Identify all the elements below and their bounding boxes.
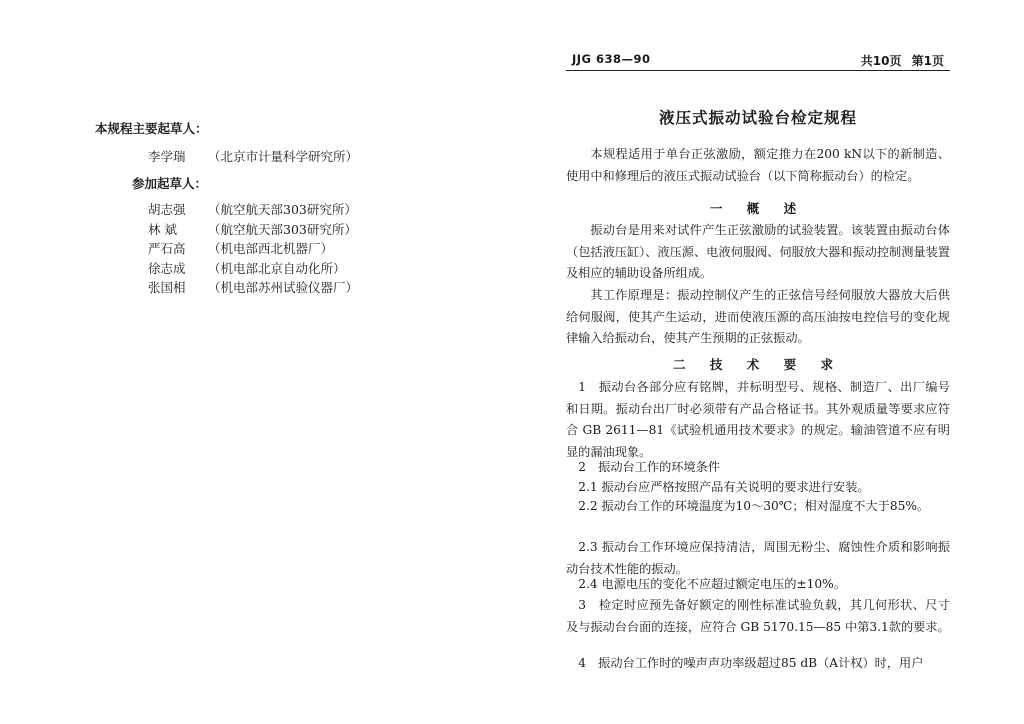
- participant-org: （航空航天部303研究所）: [208, 202, 357, 217]
- standard-code: JJG 638—90: [572, 52, 651, 66]
- participant-entry: [148, 278, 358, 296]
- header-divider: [566, 70, 950, 71]
- section-title-overview: 一 概 述: [709, 201, 807, 216]
- document-title: 液压式振动试验台检定规程: [658, 109, 857, 127]
- participant-entry: [148, 200, 357, 218]
- requirement-item: 2.3 振动台工作环境应保持清洁，周围无粉尘、腐蚀性介质和影响振动台技术性能的振动。: [566, 540, 950, 576]
- participant-org: （航空航天部303研究所）: [208, 222, 357, 237]
- participant-entry: [148, 259, 346, 277]
- participant-name: 严石高: [148, 241, 186, 256]
- intro-paragraph: 本规程适用于单台正弦激励，额定推力在200 kN以下的新制造、使用中和修理后的液压式振动试验台（以下简称振动台）的检定。: [566, 147, 950, 183]
- drafter-name: 李学瑞: [148, 149, 186, 164]
- left-page: [0, 0, 500, 724]
- main-drafters-label: 本规程主要起草人：: [95, 121, 208, 136]
- page-indicator: 共10页 第1页: [860, 54, 944, 68]
- participant-name: 徐志成: [148, 261, 186, 276]
- drafter-org: （北京市计量科学研究所）: [208, 149, 359, 164]
- participant-name: 胡志强: [148, 202, 186, 217]
- requirement-item: 4 振动台工作时的噪声声功率级超过85 dB（A计权）时，用户: [578, 656, 924, 670]
- participant-org: （机电部西北机器厂）: [208, 241, 334, 256]
- main-drafter-entry: [148, 147, 358, 165]
- overview-paragraph-1: 振动台是用来对试件产生正弦激励的试验装置。该装置由振动台体（包括液压缸）、液压源、电液伺服阀、伺服放大器和振动控制测量装置及相应的辅助设备所组成。: [566, 223, 950, 281]
- requirement-item: 1 振动台各部分应有铭牌，并标明型号、规格、制造厂、出厂编号和日期。振动台出厂时必须带有产品合格证书。其外观质量等要求应符合 GB 2611—81《试验机通用技术要求》的规定。输油管道不应有明显的漏油现象。: [566, 380, 950, 459]
- overview-paragraph-2: 其工作原理是：振动控制仪产生的正弦信号经伺服放大器放大后供给伺服阀，使其产生运动，进而使液压源的高压油按电控信号的变化规律输入给振动台，使其产生预期的正弦振动。: [566, 288, 950, 346]
- requirement-item: 2.2 振动台工作的环境温度为10～30℃；相对湿度不大于85%。: [578, 499, 930, 513]
- participant-org: （机电部苏州试验仪器厂）: [208, 280, 359, 295]
- section-title-requirements: 二 技 术 要 求: [673, 357, 843, 372]
- participant-name: 张国相: [148, 280, 186, 295]
- requirement-item: 3 检定时应预先备好额定的刚性标准试验负载，其几何形状、尺寸及与振动台台面的连接，应符合 GB 5170.15—85 中第3.1款的要求。: [566, 598, 950, 634]
- requirement-item: 2.1 振动台应严格按照产品有关说明的要求进行安装。: [578, 480, 870, 494]
- participant-org: （机电部北京自动化所）: [208, 261, 346, 276]
- requirement-item: 2.4 电源电压的变化不应超过额定电压的±10%。: [578, 577, 846, 591]
- right-page: [566, 0, 950, 724]
- participant-entry: [148, 239, 333, 257]
- participants-label: 参加起草人：: [132, 176, 208, 191]
- participant-name: 林 斌: [148, 222, 177, 237]
- requirement-item: 2 振动台工作的环境条件: [578, 460, 721, 474]
- participant-entry: [148, 220, 357, 238]
